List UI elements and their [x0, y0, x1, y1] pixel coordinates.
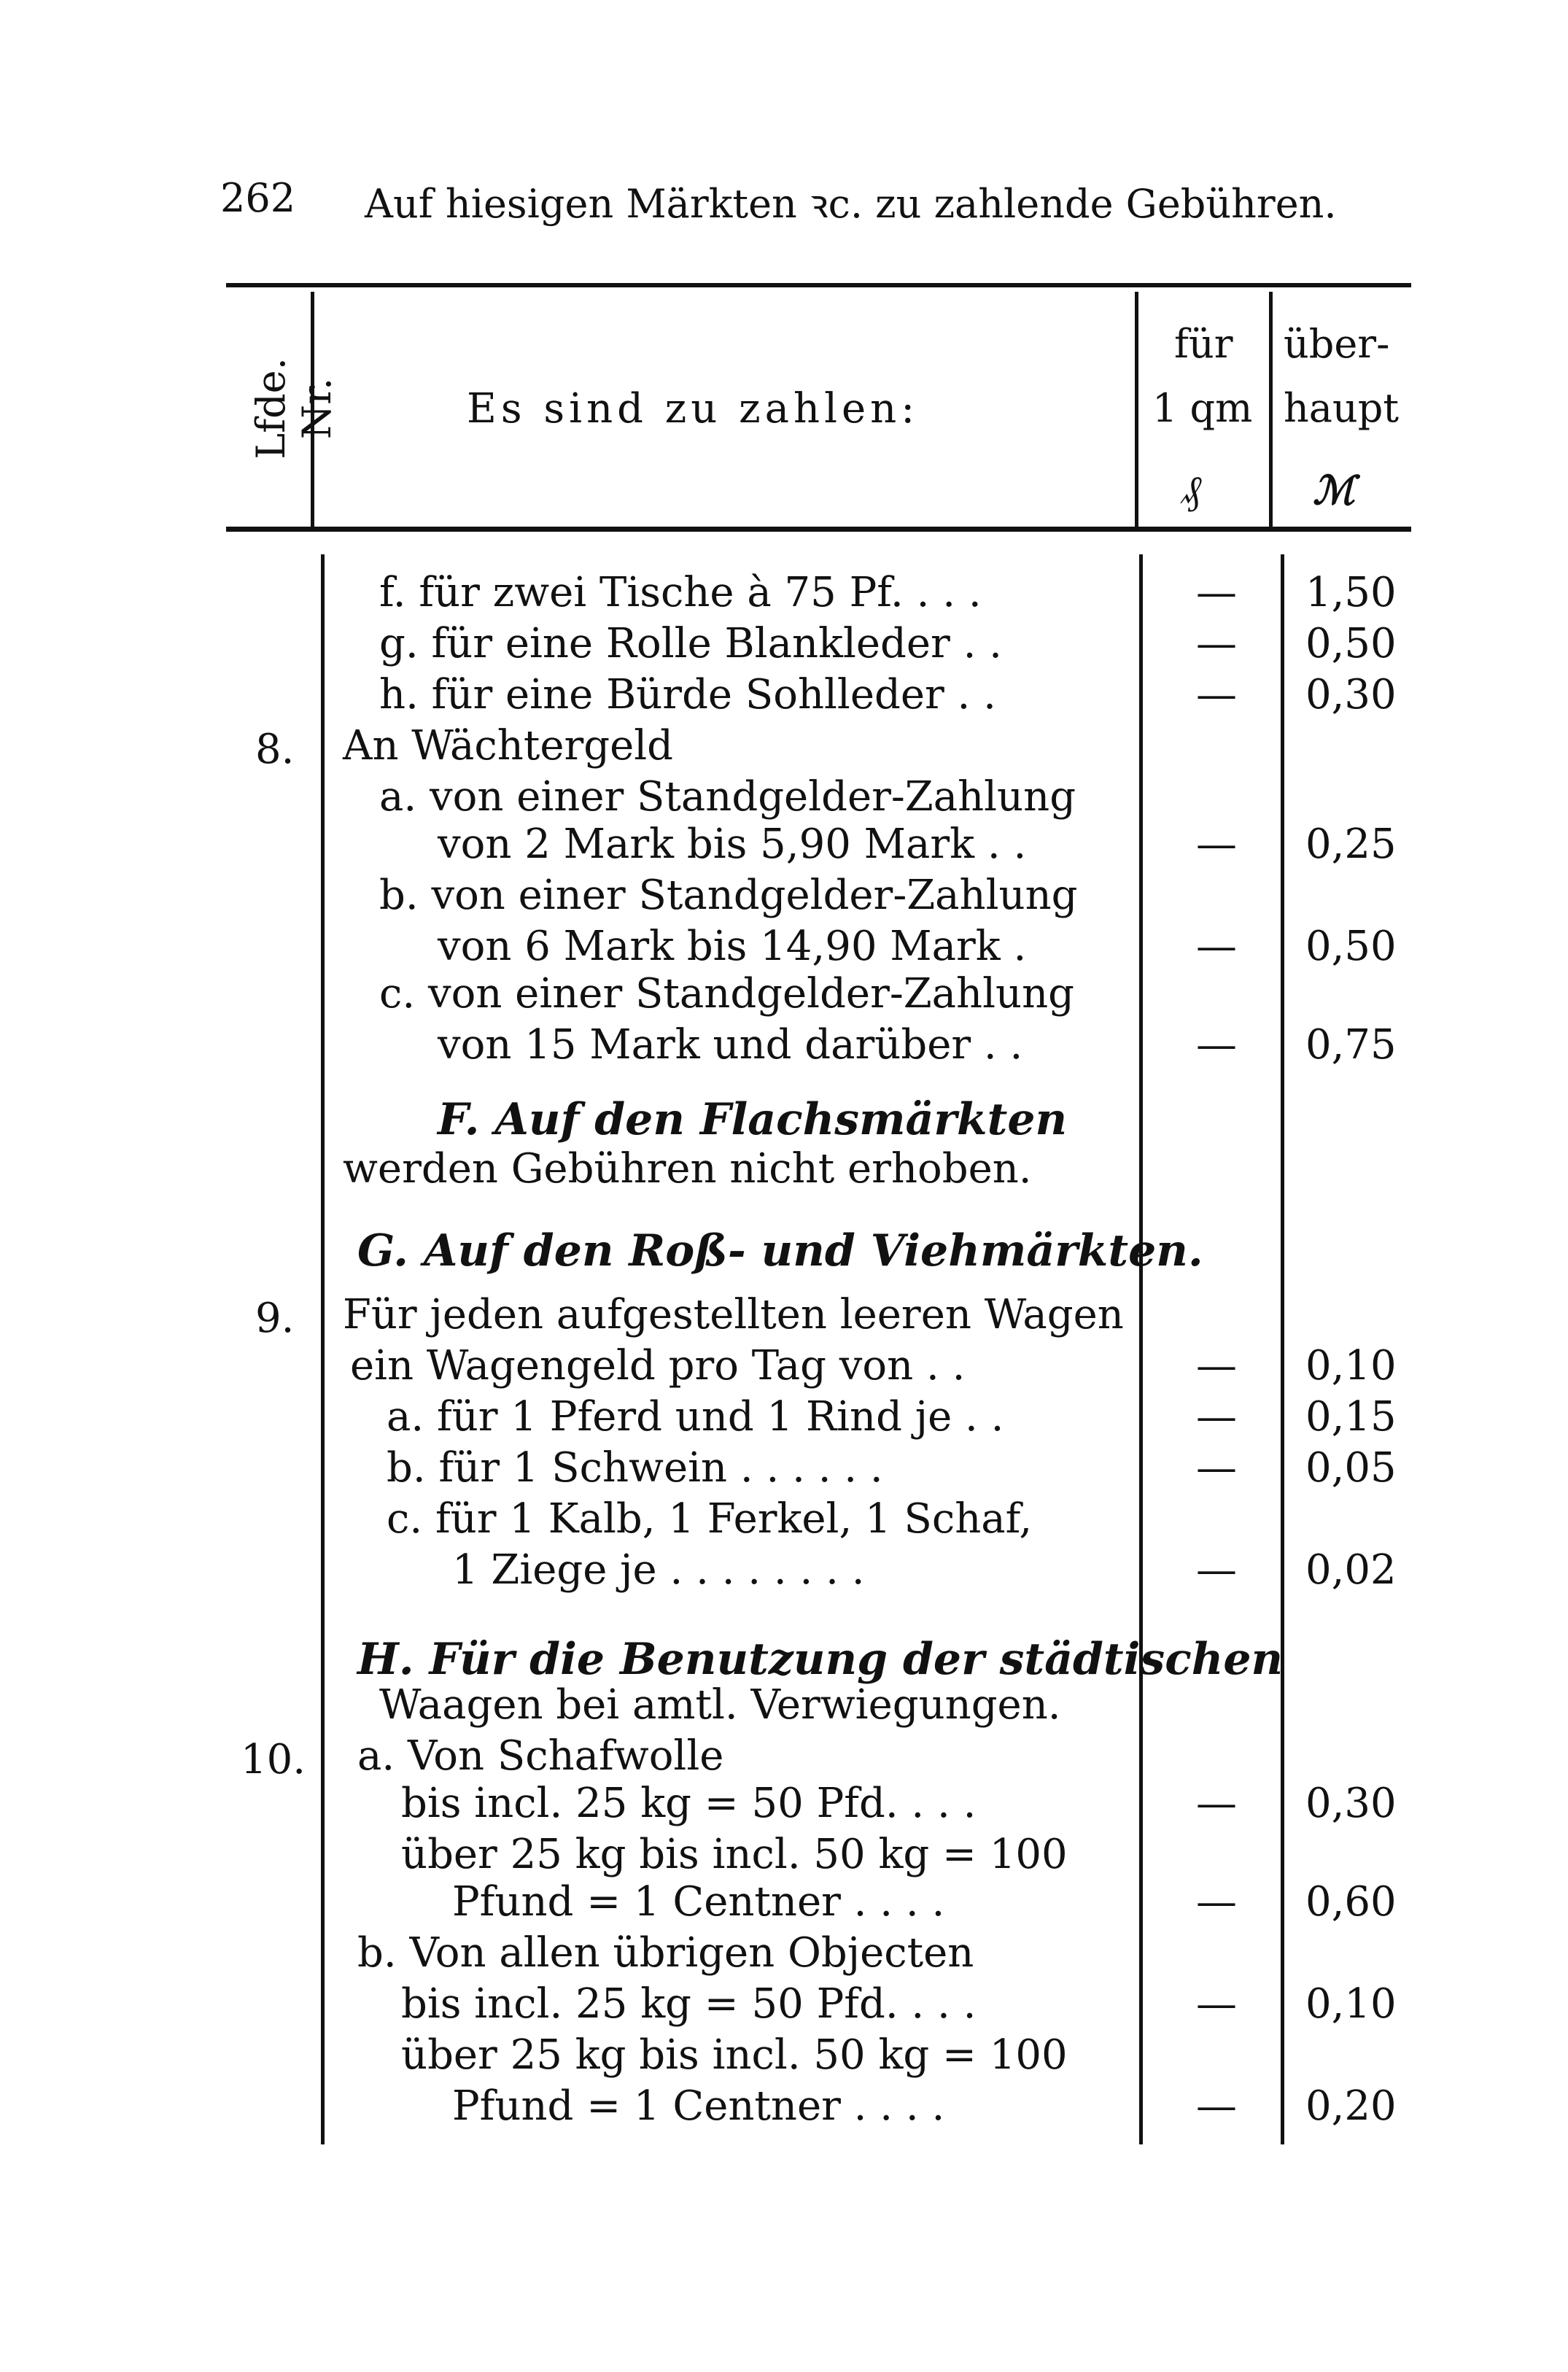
body-divider-total	[1281, 554, 1284, 2144]
row-qm-value: —	[1196, 1878, 1237, 1926]
header-divider-total	[1269, 292, 1273, 527]
row-text: f. für zwei Tische à 75 Pf. . . .	[379, 569, 982, 616]
page-number: 262	[220, 175, 296, 221]
header-col-qm-unit: ₰	[1181, 467, 1201, 513]
row-text: An Wächtergeld	[343, 722, 673, 770]
row-text: Pfund = 1 Centner . . . .	[452, 2082, 945, 2130]
row-qm-value: —	[1196, 1780, 1237, 1827]
row-total-value: 0,10	[1305, 1342, 1397, 1390]
row-text: bis incl. 25 kg = 50 Pfd. . . .	[401, 1780, 977, 1827]
running-title: Auf hiesigen Märkten ꝛc. zu zahlende Gebühren.	[365, 181, 1337, 227]
header-col-nr: Lfde. Nr.	[248, 357, 340, 460]
row-qm-value: —	[1196, 923, 1237, 970]
row-text: von 6 Mark bis 14,90 Mark .	[438, 923, 1027, 970]
section-heading: F. Auf den Flachsmärkten	[438, 1094, 1068, 1145]
row-text: Pfund = 1 Centner . . . .	[452, 1878, 945, 1926]
body-divider-nr	[321, 554, 325, 2144]
row-number: 10.	[241, 1736, 306, 1783]
row-text: a. Von Schafwolle	[357, 1732, 724, 1780]
row-text: werden Gebühren nicht erhoben.	[343, 1145, 1032, 1193]
row-total-value: 0,25	[1305, 821, 1397, 868]
row-number: 9.	[255, 1295, 295, 1342]
body-divider-qm	[1139, 554, 1143, 2144]
row-text: b. Von allen übrigen Objecten	[357, 1929, 974, 1977]
row-qm-value: —	[1196, 671, 1237, 718]
row-qm-value: —	[1196, 620, 1237, 667]
row-total-value: 0,30	[1305, 1780, 1397, 1827]
row-text: bis incl. 25 kg = 50 Pfd. . . .	[401, 1980, 977, 2028]
row-qm-value: —	[1196, 1980, 1237, 2028]
row-total-value: 0,10	[1305, 1980, 1397, 2028]
row-total-value: 0,02	[1305, 1546, 1397, 1594]
header-col-total-unit: ℳ	[1313, 467, 1355, 513]
row-text: a. für 1 Pferd und 1 Rind je . .	[387, 1393, 1004, 1441]
row-text: c. von einer Standgelder-Zahlung	[379, 970, 1075, 1018]
row-total-value: 0,75	[1305, 1021, 1397, 1069]
row-qm-value: —	[1196, 2082, 1237, 2130]
row-text: c. für 1 Kalb, 1 Ferkel, 1 Schaf,	[387, 1495, 1033, 1543]
header-divider-qm	[1135, 292, 1138, 527]
section-heading: H. Für die Benutzung der städtischen	[357, 1634, 1284, 1685]
row-text: Für jeden aufgestellten leeren Wagen	[343, 1291, 1124, 1338]
header-col-total-line1: über-	[1284, 321, 1390, 367]
row-qm-value: —	[1196, 821, 1237, 868]
row-text: a. von einer Standgelder-Zahlung	[379, 773, 1076, 821]
row-text: von 2 Mark bis 5,90 Mark . .	[438, 821, 1027, 868]
row-qm-value: —	[1196, 569, 1237, 616]
header-col-qm-line1: für	[1174, 321, 1233, 367]
row-text: von 15 Mark und darüber . .	[438, 1021, 1023, 1069]
row-qm-value: —	[1196, 1444, 1237, 1492]
section-heading: G. Auf den Roß- und Viehmärkten.	[357, 1225, 1203, 1276]
row-total-value: 0,50	[1305, 620, 1397, 667]
row-total-value: 0,60	[1305, 1878, 1397, 1926]
row-total-value: 0,15	[1305, 1393, 1397, 1441]
header-col-qm-line2: 1 qm	[1152, 385, 1253, 431]
row-text: b. von einer Standgelder-Zahlung	[379, 872, 1078, 919]
row-total-value: 0,50	[1305, 923, 1397, 970]
header-col-desc: Es sind zu zahlen:	[467, 385, 920, 433]
row-qm-value: —	[1196, 1021, 1237, 1069]
row-qm-value: —	[1196, 1546, 1237, 1594]
row-text: h. für eine Bürde Sohlleder . .	[379, 671, 996, 718]
row-qm-value: —	[1196, 1393, 1237, 1441]
row-text: ein Wagengeld pro Tag von . .	[350, 1342, 966, 1390]
header-bottom-rule	[226, 527, 1411, 532]
row-text: Waagen bei amtl. Verwiegungen.	[379, 1681, 1061, 1729]
row-text: 1 Ziege je . . . . . . . .	[452, 1546, 865, 1594]
row-total-value: 0,20	[1305, 2082, 1397, 2130]
header-col-total-line2: haupt	[1284, 385, 1400, 431]
row-qm-value: —	[1196, 1342, 1237, 1390]
row-total-value: 0,05	[1305, 1444, 1397, 1492]
header-top-rule	[226, 283, 1411, 287]
row-total-value: 1,50	[1305, 569, 1397, 616]
row-text: über 25 kg bis incl. 50 kg = 100	[401, 2031, 1068, 2079]
row-text: b. für 1 Schwein . . . . . .	[387, 1444, 883, 1492]
row-number: 8.	[255, 726, 295, 773]
row-total-value: 0,30	[1305, 671, 1397, 718]
row-text: über 25 kg bis incl. 50 kg = 100	[401, 1831, 1068, 1878]
row-text: g. für eine Rolle Blankleder . .	[379, 620, 1002, 667]
